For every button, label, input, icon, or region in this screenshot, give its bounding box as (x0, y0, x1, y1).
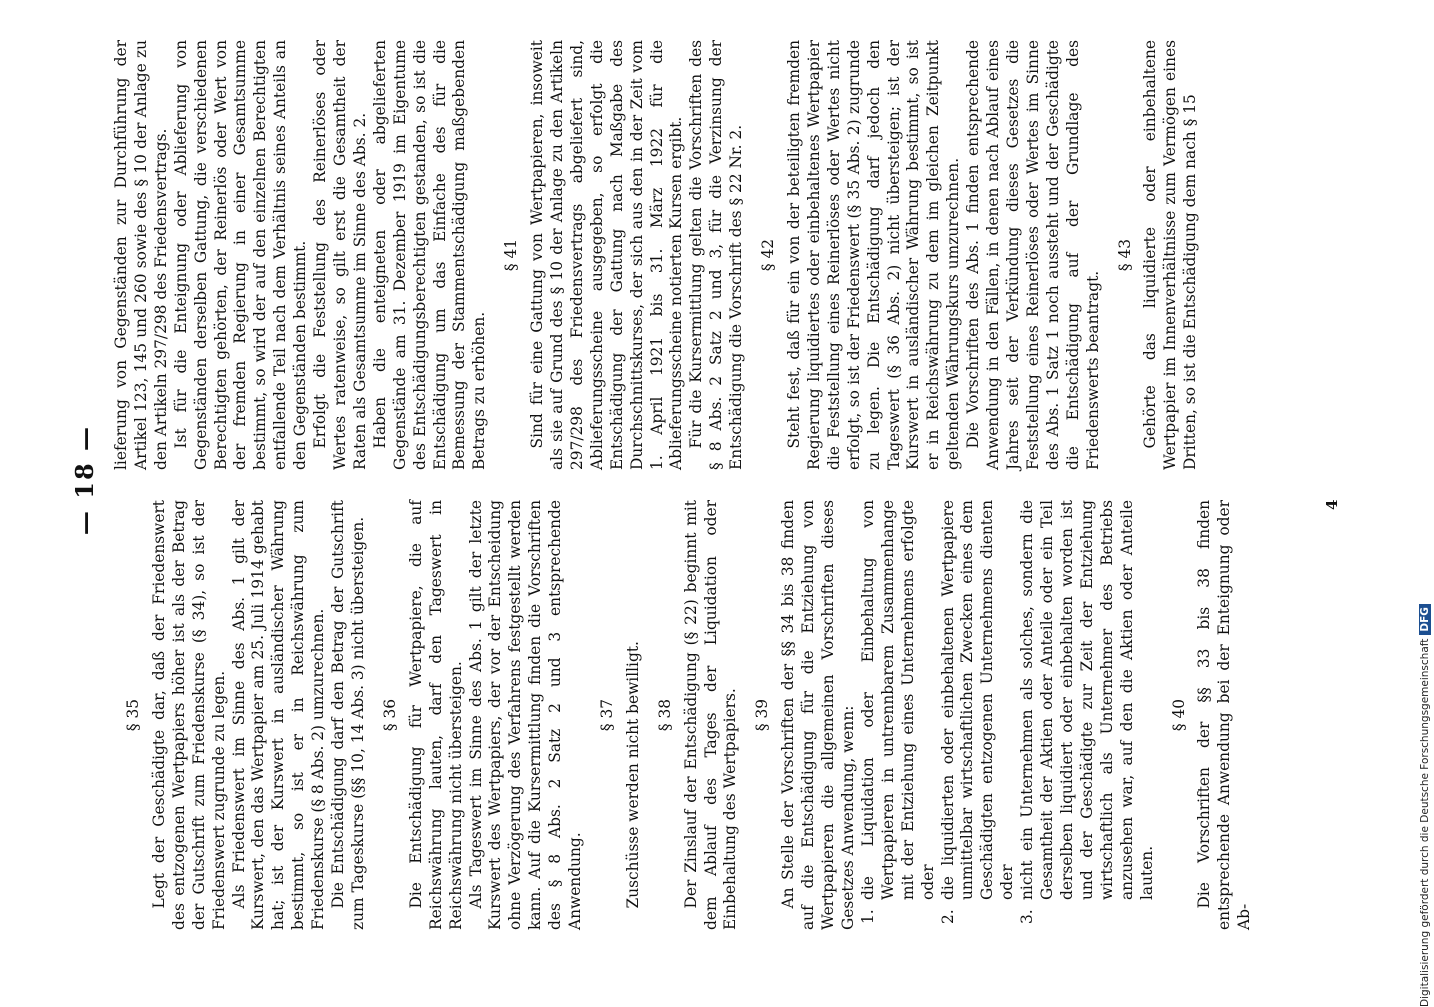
item-text: die Liquidation oder Einbehaltung von Wertpapieren in untrennbarem Zusammenhange mit der Entziehung eines Unternehmens erfolgte oder (858, 500, 937, 900)
item-list (859, 500, 1158, 930)
section-39-heading: § 39 (753, 698, 772, 732)
item-text: nicht ein Unternehmen als solches, sondern die Gesamtheit der Aktien oder Anteile oder ein Teil derselben liquidiert oder einbehalten worden ist und der Geschädigte zur Zeit der Entziehung wirtschaftlich als Unternehmer des Betriebs anzusehen war, auf den die Aktien oder Anteile lauten. (1018, 500, 1156, 900)
section-43-heading: § 43 (1115, 238, 1134, 272)
section-36-heading: § 36 (380, 698, 399, 732)
item-number: 3. (1018, 909, 1037, 924)
left-column (112, 500, 1255, 930)
paragraph: Steht fest, daß für ein von der beteiligten fremden Regierung liquidiertes oder einbehaltenes Wertpapier die Feststellung eines Reinerlöses oder Wertes nicht erfolgt, so ist der Friedenswert (§ 35 Abs. 2) zugrunde zu legen. Die Entschädigung darf jedoch den Tageswert (§ 36 Abs. 2) nicht übersteigen; ist der Kurswert in ausländischer Währung bestimmt, so ist er in Reichswährung zu dem im gleichen Zeitpunkt geltenden Währungskurs umzurechnen. (785, 40, 963, 470)
paragraph: An Stelle der Vorschriften der §§ 34 bis 38 finden auf die Entschädigung für die Entziehung von Wertpapieren die allgemeinen Vorschriften dieses Gesetzes Anwendung, wenn: (779, 500, 857, 930)
item-number: 2. (938, 909, 957, 924)
paragraph: Die Vorschriften des Abs. 1 finden entsprechende Anwendung in den Fällen, in denen nach Ablauf eines Jahres seit der Verkündung dieses Gesetzes die Feststellung eines Reinerlöses oder Wertes im Sinne des Abs. 1 Satz 1 noch aussteht und der Geschädigte die Entschädigung auf der Grundlage des Friedenswerts beantragt. (964, 40, 1102, 470)
paragraph: Ist für die Enteignung oder Ablieferung von Gegenständen derselben Gattung, die verschiedenen Berechtigten gehörten, der Reinerlös oder Wert von der fremden Regierung in einer Gesamtsumme bestimmt, so wird der auf den einzelnen Berechtigten entfallende Teil nach dem Verhältnis seines Anteils an den Gegenständen bestimmt. (171, 40, 310, 470)
list-item (859, 500, 939, 930)
page-number-header: — 18 — (70, 424, 99, 536)
paragraph: Sind für eine Gattung von Wertpapieren, insoweit als sie auf Grund des § 10 der Anlage zu den Artikeln 297/298 des Friedensvertrags abgeliefert sind, Ablieferungsscheine ausgegeben, so erfolgt die Entschädigung der Gattung nach Maßgabe des Durchschnittskurses, der sich aus den in der Zeit vom 1. April 1921 bis 31. März 1922 für die Ablieferungsscheine notierten Kursen ergibt. (528, 40, 686, 470)
credit-text: Digitalisierung gefördert durch die Deutsche Forschungsgemeinschaft (1419, 638, 1431, 1007)
paragraph: Zuschüsse werden nicht bewilligt. (623, 641, 642, 909)
paragraph: Der Zinslauf der Entschädigung (§ 22) beginnt mit dem Ablauf des Tages der Liquidation oder Einbehaltung des Wertpapiers. (681, 500, 740, 930)
item-text: die liquidierten oder einbehaltenen Wertpapiere unmittelbar wirtschaftlichen Zwecken eines dem Geschädigten entzogenen Unternehmens dienten oder (938, 500, 1017, 900)
dfg-logo: DFG (1419, 604, 1431, 635)
paragraph: Die Entschädigung für Wertpapiere, die auf Reichswährung lauten, darf den Tageswert in Reichswährung nicht übersteigen. (406, 500, 465, 930)
right-column (112, 40, 1201, 470)
list-item (939, 500, 1019, 930)
item-number: 1. (858, 909, 877, 924)
paragraph: Als Friedenswert im Sinne des Abs. 1 gilt der Kurswert, den das Wertpapier am 25. Juli 1914 gehabt hat; ist der Kurswert in ausländischer Währung bestimmt, so ist er in Reichswährung zum Friedenskurse (§ 8 Abs. 2) umzurechnen. (229, 500, 328, 930)
paragraph: Als Tageswert im Sinne des Abs. 1 gilt der letzte Kurswert des Wertpapiers, der vor der Entscheidung ohne Verzögerung des Verfahrens festgestellt werden kann. Auf die Kursermittlung finden die Vorschriften des § 8 Abs. 2 Satz 2 und 3 entsprechende Anwendung. (466, 500, 585, 930)
paragraph: Gehörte das liquidierte oder einbehaltene Wertpapier im Innenverhältnisse zum Vermögen eines Dritten, so ist die Entschädigung dem nach § 15 (1141, 40, 1200, 470)
section-35-heading: § 35 (124, 698, 142, 732)
paragraph: Für die Kursermittlung gelten die Vorschriften des § 8 Abs. 2 Satz 2 und 3, für die Verzinsung der Entschädigung die Vorschrift des § 22 Nr. 2. (687, 40, 746, 470)
section-37-heading: § 37 (597, 698, 616, 732)
paragraph: Erfolgt die Feststellung des Reinerlöses oder Wertes ratenweise, so gilt erst die Gesamtheit der Raten als Gesamtsumme im Sinne des Abs. 2. (311, 40, 369, 470)
sheet-number: 4 (1323, 499, 1341, 510)
section-38-heading: § 38 (655, 698, 674, 732)
digitization-credit (1419, 7, 1431, 1007)
section-41-heading: § 41 (502, 238, 521, 272)
list-item (1018, 500, 1157, 930)
section-42-heading: § 42 (759, 238, 778, 272)
paragraph: Haben die enteigneten oder abgelieferten Gegenstände am 31. Dezember 1919 im Eigentume des Entschädigungsberechtigten gestanden, so ist die Entschädigung um das Einfache des für die Bemessung der Stammentschädigung maßgebenden Betrags zu erhöhen. (370, 40, 489, 470)
paragraph: Die Entschädigung darf den Betrag der Gutschrift zum Tageskurse (§§ 10, 14 Abs. 3) nicht übersteigen. (329, 500, 367, 930)
paragraph-continuation: lieferung von Gegenständen zur Durchführung der Artikel 123, 145 und 260 sowie des § 10 der Anlage zu den Artikeln 297/298 des Friedensvertrags. (112, 40, 170, 470)
paragraph: Die Vorschriften der §§ 33 bis 38 finden entsprechende Anwendung bei der Enteignung oder Ab- (1195, 500, 1254, 930)
section-40-heading: § 40 (1169, 698, 1188, 732)
paragraph: Legt der Geschädigte dar, daß der Friedenswert des entzogenen Wertpapiers höher ist als der Betrag der Gutschrift zum Friedenskurse (§ 34), so ist der Friedenswert zugrunde zu legen. (149, 500, 228, 930)
